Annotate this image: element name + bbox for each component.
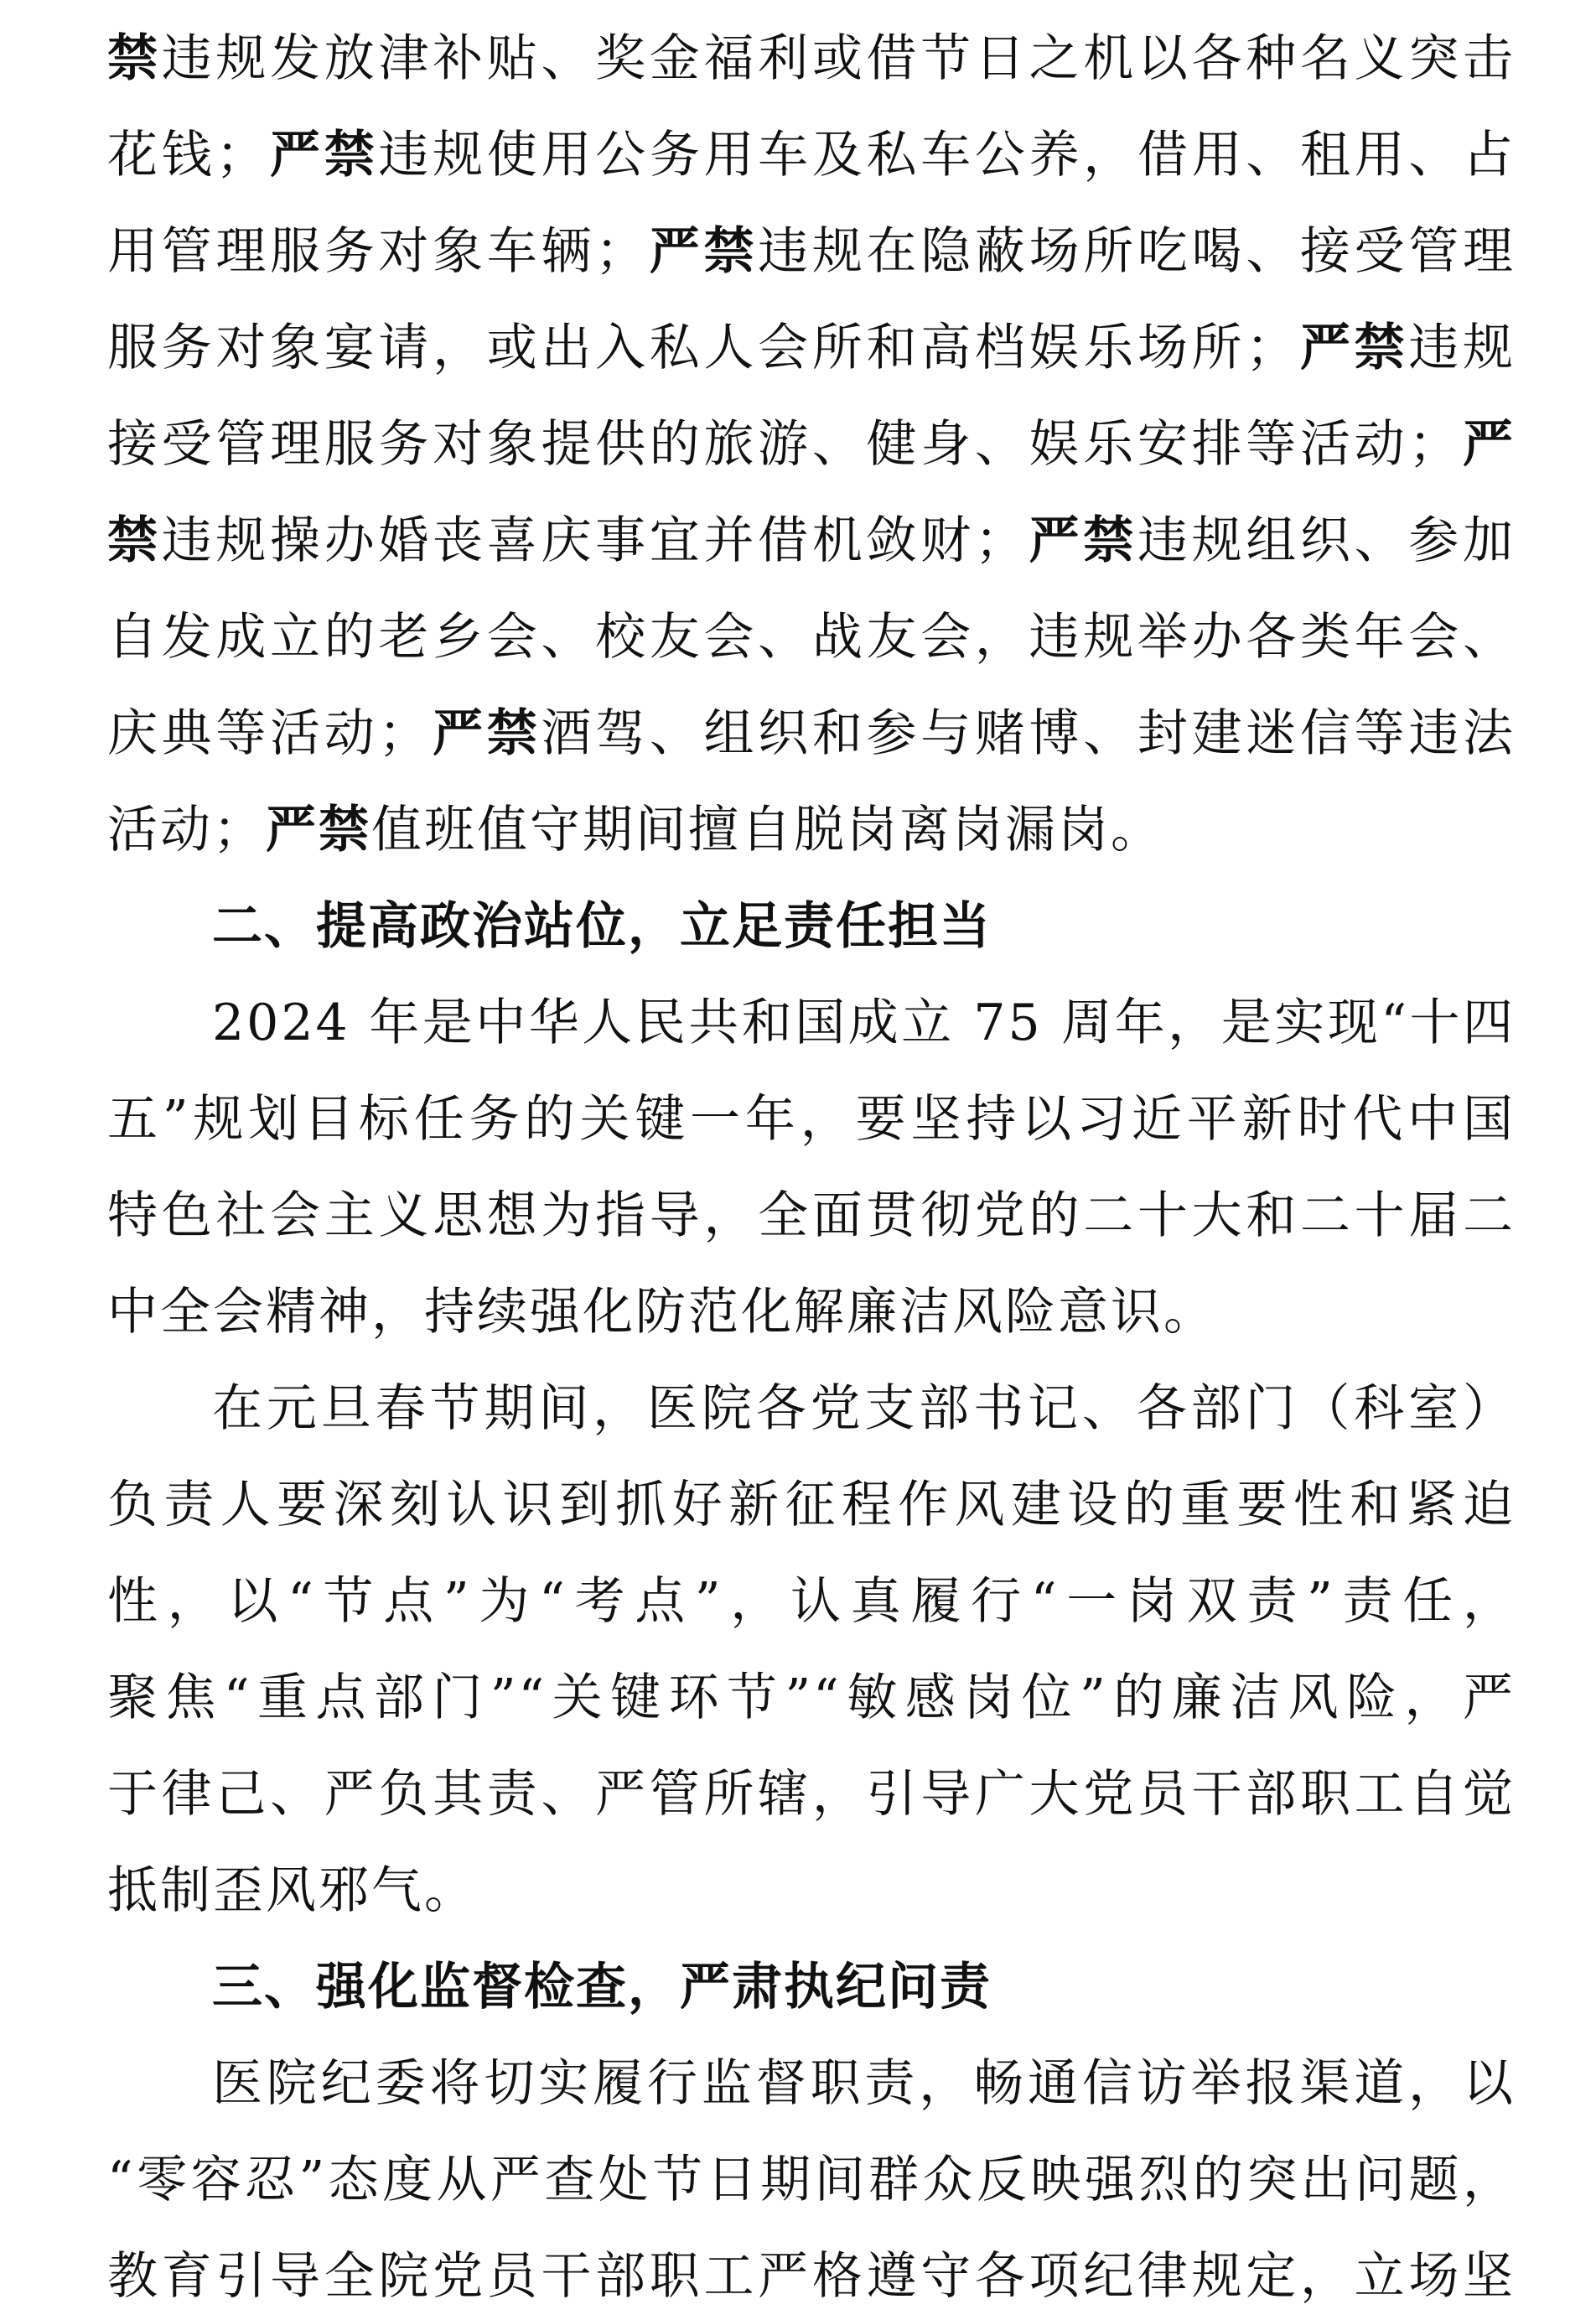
bold-term: 禁 (107, 29, 162, 88)
text-run: 违规操办婚丧喜庆事宜并借机敛财； (161, 511, 1028, 570)
paragraph-line (107, 402, 1516, 486)
paragraph-line: 抵制歪风邪气。 (107, 1861, 477, 1920)
bold-term: 严禁 (1298, 319, 1409, 377)
paragraph-line: “零容忍”态度从严查处节日期间群众反映强烈的突出问题， (107, 2151, 1516, 2209)
text-run: 违规使用公务用车及私车公养，借用、租用、占 (378, 126, 1516, 184)
bold-term: 严 (1461, 415, 1516, 474)
section-heading-2: 二、提高政治站位，立足责任担当 (212, 897, 992, 956)
bold-term: 严禁 (266, 801, 371, 859)
text-run: 值班值守期间擅自脱岗离岗漏岗。 (371, 801, 1163, 859)
paragraph-line (107, 17, 1516, 101)
text-run: 违规 (1408, 319, 1516, 377)
text-run: 用管理服务对象车辆； (107, 222, 649, 281)
text-run: 违规发放津补贴、奖金福利或借节日之机以各种名义突击 (161, 29, 1516, 88)
text-run: 庆典等活动； (107, 704, 432, 763)
paragraph-line: 特色社会主义思想为指导，全面贯彻党的二十大和二十届二 (107, 1186, 1516, 1245)
paragraph-line: 在元旦春节期间，医院各党支部书记、各部门（科室） (212, 1379, 1516, 1438)
paragraph-line: 2024 年是中华人民共和国成立 75 周年，是实现“十四 (212, 994, 1516, 1052)
bold-term: 严禁 (1027, 511, 1137, 570)
text-run: 自发成立的老乡会、校友会、战友会，违规举办各类年会、 (107, 608, 1516, 667)
paragraph-line (107, 499, 1516, 583)
section-heading-3: 三、强化监督检查，严肃执纪问责 (212, 1958, 992, 2016)
text-run: 违规组织、参加 (1137, 511, 1516, 570)
paragraph-line: 五”规划目标任务的关键一年，要坚持以习近平新时代中国 (107, 1090, 1516, 1149)
paragraph-line (107, 113, 1516, 197)
paragraph-line: 中全会精神，持续强化防范化解廉洁风险意识。 (107, 1283, 1216, 1342)
bold-term: 严禁 (648, 222, 759, 281)
paragraph-line (107, 306, 1516, 390)
paragraph-line: 教育引导全院党员干部职工严格遵守各项纪律规定，立场坚 (107, 2247, 1516, 2306)
paragraph-line: 聚焦“重点部门”“关键环节”“敏感岗位”的廉洁风险，严 (107, 1669, 1516, 1727)
paragraph-line (107, 788, 1163, 872)
bold-term: 严禁 (431, 704, 542, 763)
text-run: 接受管理服务对象提供的旅游、健身、娱乐安排等活动； (107, 415, 1462, 474)
text-run: 酒驾、组织和参与赌博、封建迷信等违法 (541, 704, 1516, 763)
bold-term: 禁 (107, 511, 162, 570)
paragraph-line: 医院纪委将切实履行监督职责，畅通信访举报渠道，以 (212, 2054, 1516, 2113)
paragraph-line (107, 210, 1516, 293)
text-run: 违规在隐蔽场所吃喝、接受管理 (758, 222, 1516, 281)
paragraph-line (107, 595, 1516, 679)
text-run: 花钱； (107, 126, 269, 184)
text-run: 活动； (107, 801, 266, 859)
paragraph-line: 性，以“节点”为“考点”，认真履行“一岗双责”责任， (107, 1572, 1516, 1631)
bold-term: 严禁 (268, 126, 379, 184)
paragraph-line (107, 692, 1516, 776)
paragraph-line: 负责人要深刻认识到抓好新征程作风建设的重要性和紧迫 (107, 1476, 1516, 1534)
text-run: 服务对象宴请，或出入私人会所和高档娱乐场所； (107, 319, 1299, 377)
paragraph-line: 于律己、严负其责、严管所辖，引导广大党员干部职工自觉 (107, 1765, 1516, 1824)
